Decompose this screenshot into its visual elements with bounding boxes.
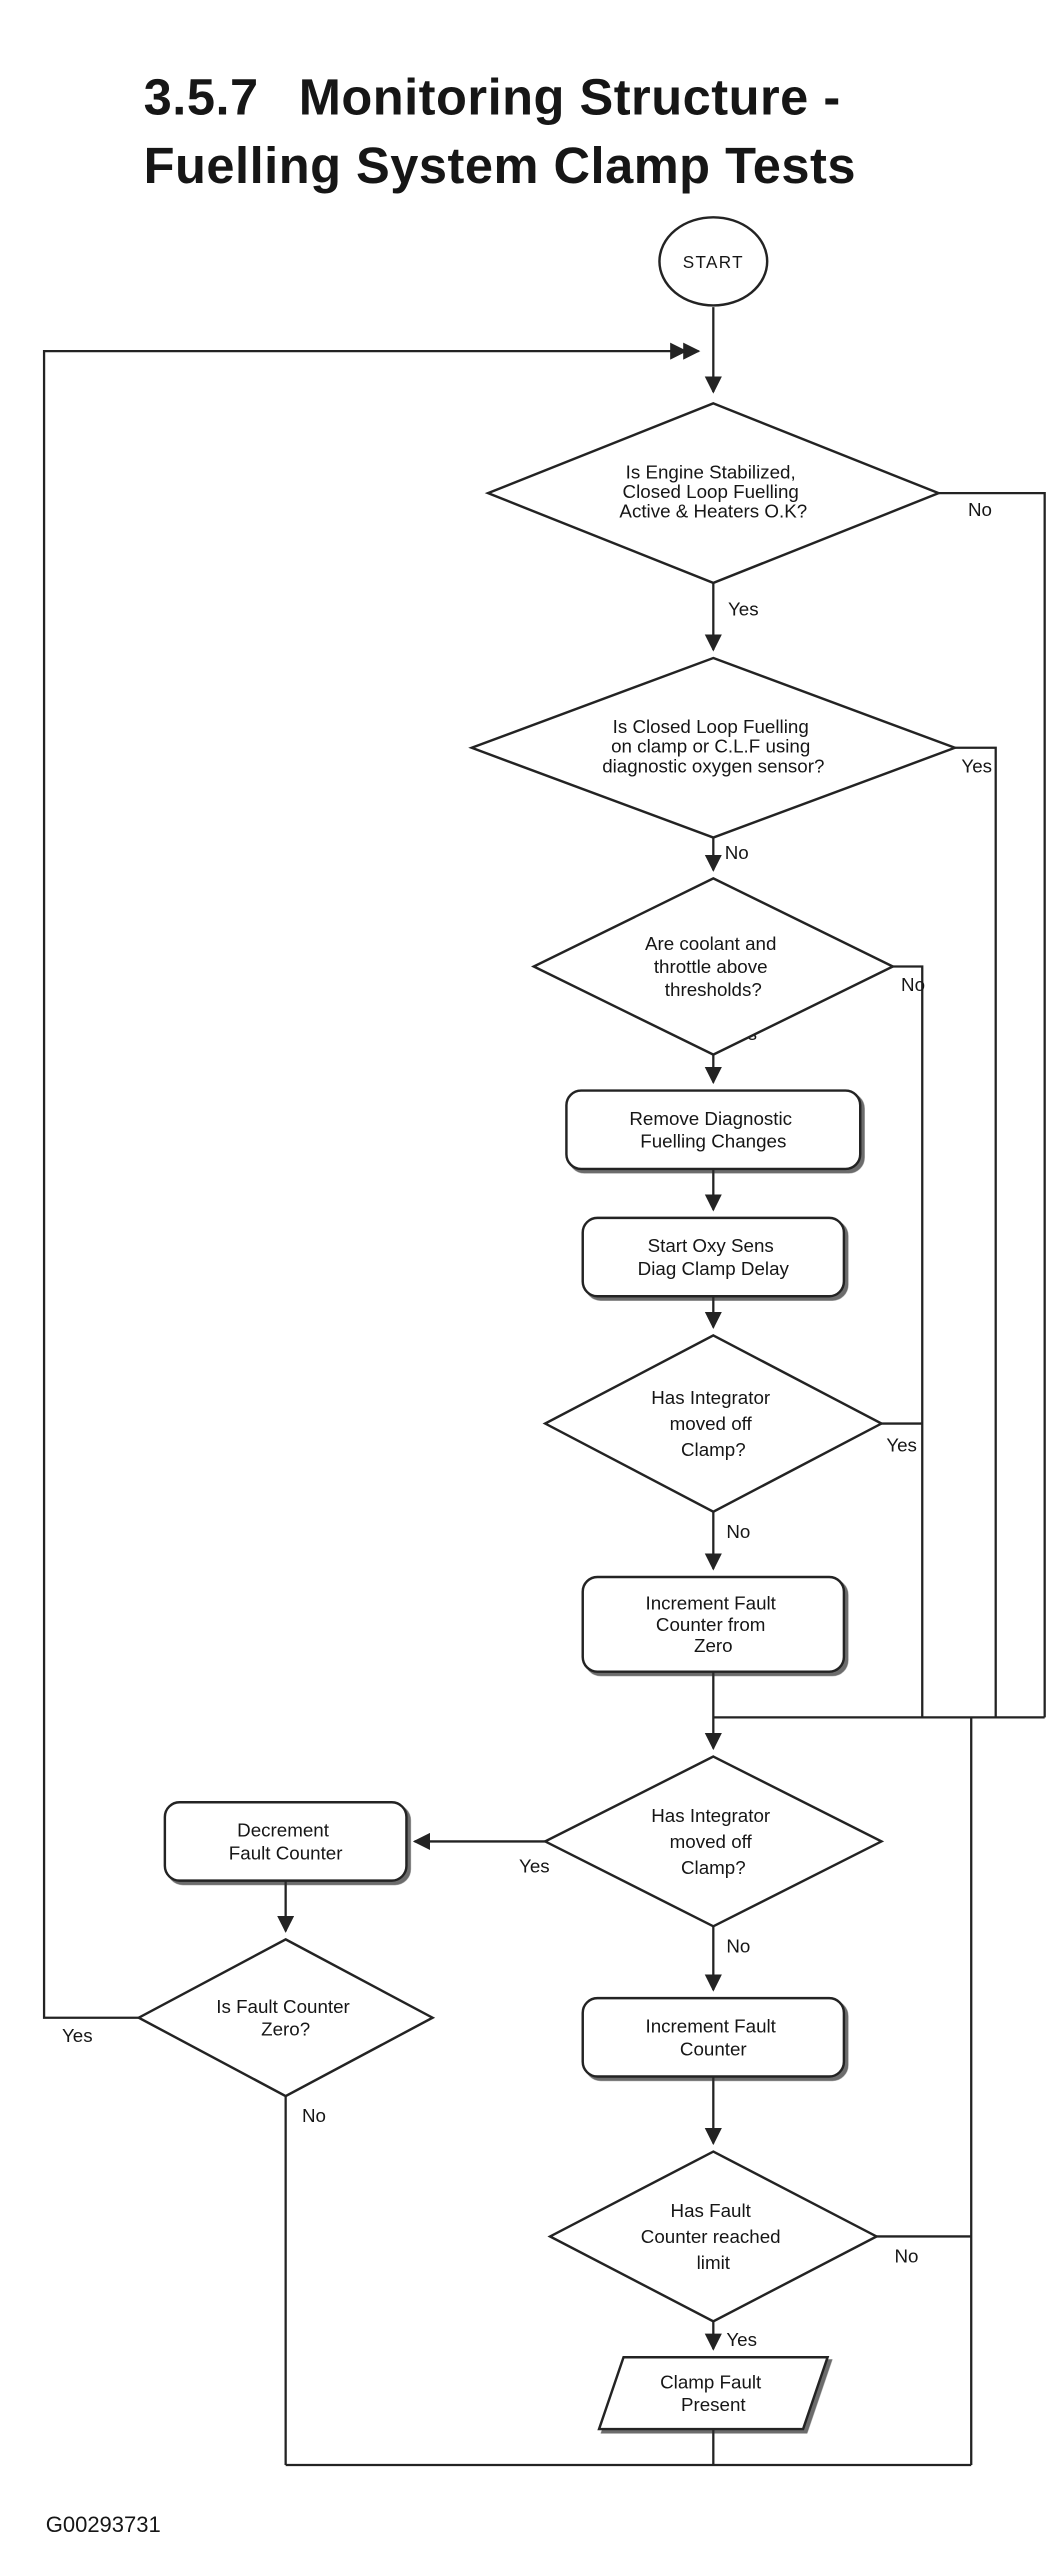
page-title-section-number: 3.5.7 (143, 68, 259, 126)
limitcheck-yes-label: Yes (726, 2328, 758, 2350)
decision-integrator-1 (545, 1335, 881, 1511)
decision-integrator-1-line-1: Has Integrator (651, 1386, 771, 1408)
limitcheck-no-label: No (894, 2245, 919, 2267)
decision-fault-counter-zero (139, 1939, 433, 2096)
decision-coolant-throttle-label (645, 933, 782, 1000)
decision-engine-stabilized-line-3: Active & Heaters O.K? (619, 500, 808, 522)
decision-engine-stabilized-label (619, 461, 807, 521)
decision-clf-clamp-line-2: on clamp or C.L.F using (611, 735, 811, 757)
decision-integrator-2 (545, 1757, 881, 1927)
process-decrement-fault-counter (165, 1802, 407, 1880)
clf-check-yes-label: Yes (961, 755, 993, 777)
connector-engine-no (939, 493, 1045, 1717)
start-label: START (682, 251, 744, 272)
page-title-line2: Fuelling System Clamp Tests (143, 137, 856, 195)
output-clamp-fault-present-line-1: Clamp Fault (660, 2371, 762, 2393)
process-start-clamp-delay-label (638, 1235, 790, 1279)
process-decrement-fault-counter-label (229, 1820, 343, 1864)
page-title-text: Monitoring Structure - (298, 68, 841, 126)
decision-clf-clamp (472, 658, 955, 838)
process-increment-fault-counter-line-1: Increment Fault (645, 2015, 776, 2037)
node-start (659, 217, 767, 305)
decision-clf-clamp-line-3: diagnostic oxygen sensor? (602, 755, 825, 777)
decision-clf-clamp-line-1: Is Closed Loop Fuelling (612, 716, 809, 738)
decision-fault-limit-line-3: limit (696, 2252, 730, 2274)
integrator2-no-label: No (726, 1935, 751, 1957)
decision-coolant-throttle (534, 878, 893, 1054)
connector-clf-yes (955, 748, 996, 1718)
decision-fault-counter-zero-line-2: Zero? (261, 2018, 311, 2040)
process-start-clamp-delay-line-2: Diag Clamp Delay (637, 1258, 789, 1280)
process-increment-fault-counter (583, 1998, 844, 2076)
decision-engine-stabilized-line-2: Closed Loop Fuelling (622, 481, 799, 503)
page-title-line1 (144, 68, 841, 125)
process-decrement-fault-counter-line-2: Fault Counter (228, 1842, 343, 1864)
process-start-clamp-delay-line-1: Start Oxy Sens (647, 1235, 774, 1257)
process-start-clamp-delay (583, 1218, 844, 1296)
decision-engine-stabilized (488, 403, 939, 583)
figure-code: G00293731 (45, 2511, 161, 2537)
decision-integrator-2-line-1: Has Integrator (651, 1804, 771, 1826)
process-increment-from-zero (583, 1577, 844, 1672)
decision-clf-clamp-label (602, 716, 824, 776)
decision-integrator-1-line-3: Clamp? (680, 1439, 746, 1461)
process-remove-diag-fuelling-label (629, 1108, 797, 1152)
process-increment-fault-counter-line-2: Counter (679, 2038, 747, 2060)
connector-loop-restart (44, 351, 699, 2018)
clf-check-no-label: No (724, 841, 749, 863)
connector-coolant-no (893, 967, 922, 1718)
decision-fault-counter-zero-line-1: Is Fault Counter (216, 1995, 350, 2017)
decision-fault-limit (550, 2152, 876, 2322)
zerocheck-no-label: No (301, 2105, 326, 2127)
zerocheck-yes-label: Yes (62, 2025, 93, 2047)
engine-check-no-label: No (967, 498, 992, 520)
process-remove-diag-fuelling (566, 1091, 860, 1169)
coolant-check-no-label: No (901, 974, 926, 996)
decision-integrator-1-line-2: moved off (669, 1413, 752, 1435)
decision-coolant-throttle-line-2: throttle above (653, 956, 768, 978)
process-remove-diag-fuelling-line-2: Fuelling Changes (640, 1130, 787, 1152)
integrator1-yes-label: Yes (886, 1434, 917, 1456)
engine-check-yes-label: Yes (728, 598, 759, 620)
output-clamp-fault-present-line-2: Present (680, 2394, 746, 2416)
decision-coolant-throttle-line-3: thresholds? (664, 978, 762, 1000)
decision-integrator-2-line-3: Clamp? (680, 1857, 746, 1879)
integrator1-no-label: No (726, 1520, 751, 1542)
decision-integrator-2-line-2: moved off (669, 1830, 752, 1852)
decision-fault-limit-line-2: Counter reached (640, 2225, 781, 2247)
process-increment-from-zero-line-2: Counter from (655, 1613, 766, 1635)
decision-engine-stabilized-line-1: Is Engine Stabilized, (625, 461, 796, 483)
decision-coolant-throttle-line-1: Are coolant and (644, 933, 777, 955)
process-increment-from-zero-line-1: Increment Fault (645, 1592, 776, 1614)
decision-fault-limit-line-1: Has Fault (670, 2199, 751, 2221)
process-increment-from-zero-line-3: Zero (694, 1635, 733, 1657)
integrator2-yes-label: Yes (519, 1855, 550, 1877)
process-remove-diag-fuelling-line-1: Remove Diagnostic (629, 1107, 793, 1129)
process-decrement-fault-counter-line-1: Decrement (237, 1819, 329, 1841)
output-clamp-fault-present (599, 2357, 828, 2429)
